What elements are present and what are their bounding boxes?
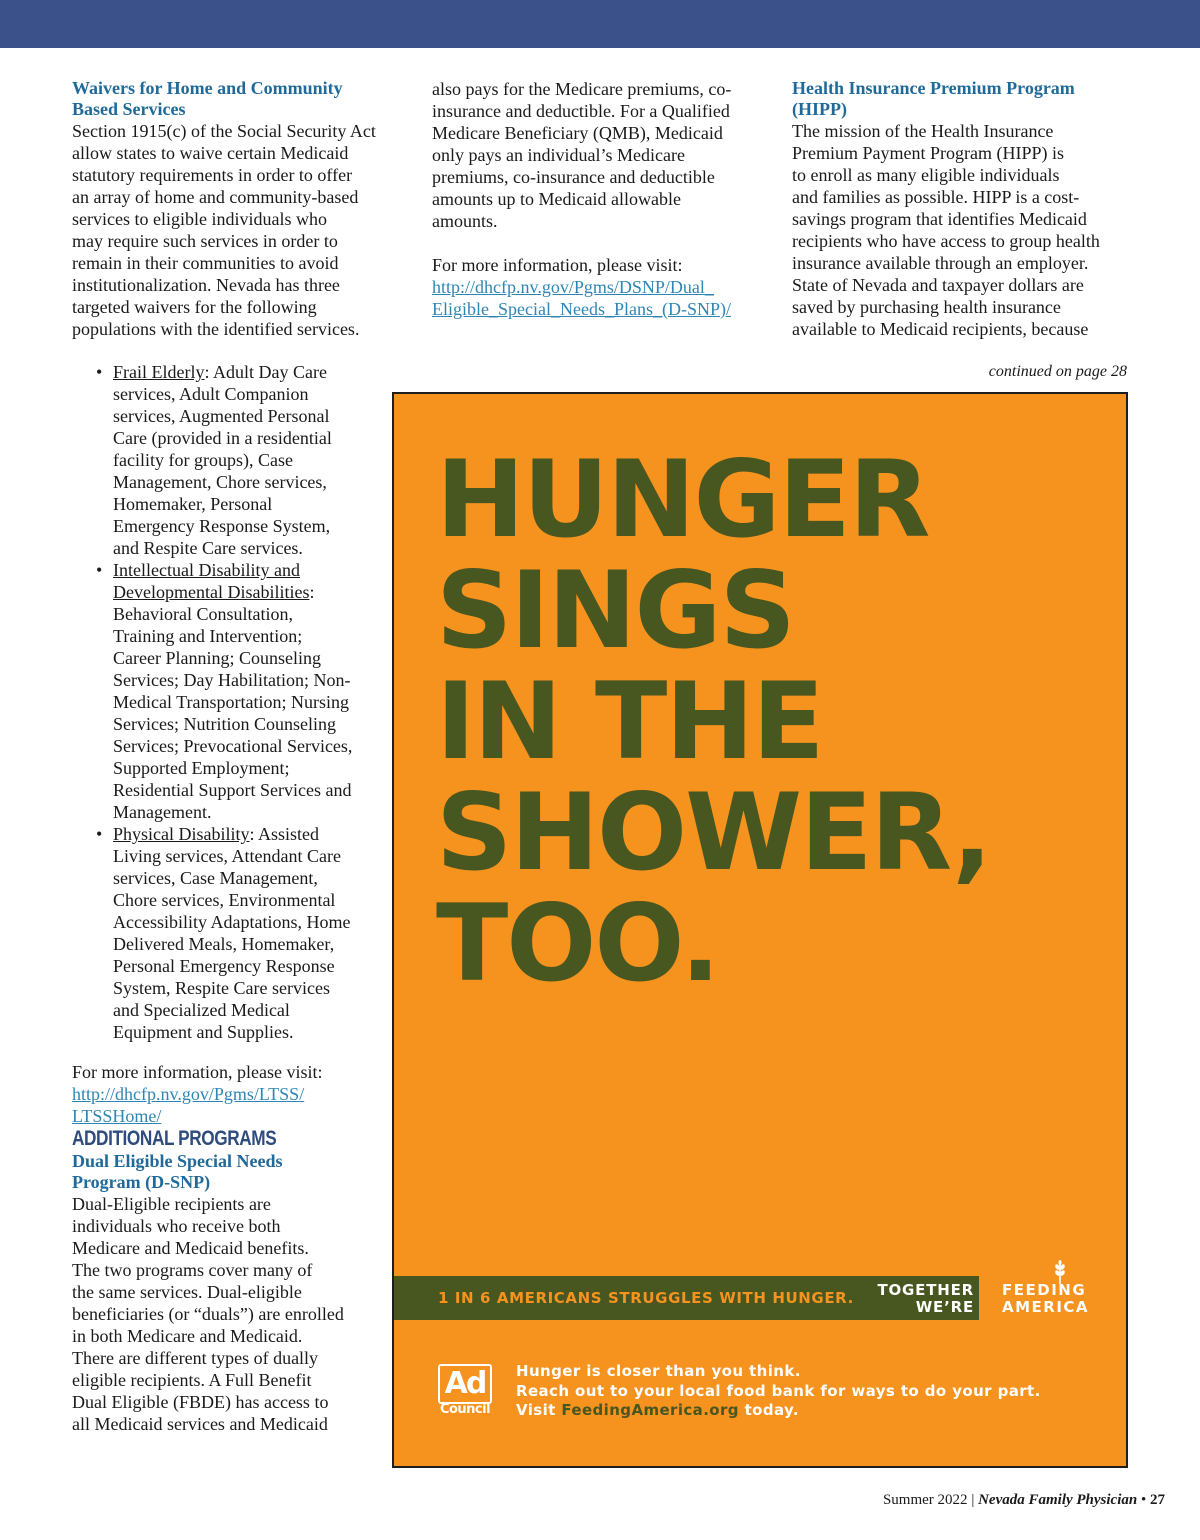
frail-elderly-label: Frail Elderly [113, 362, 205, 382]
dsnp-link[interactable]: http://dhcfp.nv.gov/Pgms/DSNP/Dual_ Eligible_Special_Needs_Plans_(D-SNP)/ [432, 277, 731, 319]
idd-label-line1: Intellectual Disability and [113, 560, 300, 580]
issue-season: Summer 2022 [882, 1492, 968, 1508]
additional-programs-article [72, 1061, 392, 1435]
hipp-body: The mission of the Health Insurance Premium Payment Program (HIPP) is to enroll as many eligible individuals and families as possible. HIPP is a cost- savings program that identifies Medicaid recipients who have access to group health insurance available through an employer. State of Nevada and taxpayer dollars are saved by purchasing health insurance available to Medicaid recipients, because [792, 121, 1100, 339]
section-title: ADDITIONAL PROGRAMS [72, 1127, 277, 1150]
wheat-icon [1054, 1260, 1066, 1284]
magazine-name: Nevada Family Physician [978, 1492, 1138, 1508]
ad-stat-text: 1 IN 6 AMERICANS STRUGGLES WITH HUNGER. [438, 1289, 854, 1307]
ad-stripe [394, 1276, 979, 1320]
waivers-article [72, 78, 407, 340]
list-item: • Intellectual Disability and Developmental Disabilities: Behavioral Consultation, Training and Intervention; Career Planning; Counseling Services; Day Habilitation; Non- Medical Transportation; Nursing Services; Nutrition Counseling Services; Prevocational Services, Supported Employment; Residential Support Services and Management. [72, 559, 392, 823]
waiver-population-list [72, 361, 392, 1043]
ad-call-to-action: Hunger is closer than you think. Reach out to your local food bank for ways to do your part. Visit FeedingAmerica.org today. [516, 1362, 1041, 1419]
ad-headline: HUNGER SINGS IN THE SHOWER, TOO. [436, 438, 991, 1005]
dsnp-heading: Dual Eligible Special Needs Program (D-SNP) [72, 1151, 283, 1192]
dsnp-continued [432, 78, 772, 320]
physical-disability-label: Physical Disability [113, 824, 250, 844]
waivers-body: Section 1915(c) of the Social Security Act allow states to waive certain Medicaid statutory requirements in order to offer an array of home and community-based services to eligible individuals who may require such services in order to remain in their communities to avoid institutionalization. Nevada has three targeted waivers for the following populations with the identified services. [72, 121, 376, 339]
idd-label-line2: Developmental Disabilities [113, 582, 310, 602]
ad-website: FeedingAmerica.org [561, 1401, 739, 1419]
dsnp-continued-body: also pays for the Medicare premiums, co- insurance and deductible. For a Qualified Medicare Beneficiary (QMB), Medicaid only pays an individual’s Medicare premiums, co-insurance and deductible amounts up to Medicaid allowable amounts. [432, 79, 732, 231]
ltss-link[interactable]: http://dhcfp.nv.gov/Pgms/LTSS/ LTSSHome/ [72, 1084, 305, 1126]
continued-note: continued on page 28 [988, 363, 1127, 380]
hipp-article [792, 78, 1137, 340]
ad-council-logo: Ad Council [439, 1366, 491, 1417]
ad-together-text: TOGETHER WE’RE [877, 1281, 974, 1316]
feeding-america-logo: FEEDING AMERICA [1002, 1282, 1112, 1316]
page-footer: Summer 2022 | Nevada Family Physician • 27 [882, 1492, 1165, 1508]
dsnp-body: Dual-Eligible recipients are individuals who receive both Medicare and Medicaid benefits. The two programs cover many of the same services. Dual-eligible beneficiaries (or “duals”) are enrolled in both Medicare and Medicaid. There are different types of dually eligible recipients. A Full Benefit Dual Eligible (FBDE) has access to all Medicaid services and Medicaid [72, 1194, 344, 1434]
feeding-america-ad [392, 392, 1128, 1468]
top-color-band [0, 0, 1200, 48]
hipp-heading: Health Insurance Premium Program (HIPP) [792, 78, 1075, 119]
list-item: • Frail Elderly: Adult Day Care services, Adult Companion services, Augmented Personal Care (provided in a residential facility for groups), Case Management, Chore services, Homemaker, Personal Emergency Response System, and Respite Care services. [72, 361, 392, 559]
ltss-more-info: For more information, please visit: [72, 1062, 323, 1082]
page-number: 27 [1150, 1492, 1165, 1508]
dsnp-more-info: For more information, please visit: [432, 255, 683, 275]
waivers-heading: Waivers for Home and Community Based Services [72, 78, 343, 119]
list-item: • Physical Disability: Assisted Living services, Attendant Care services, Case Management, Chore services, Environmental Accessibility Adaptations, Home Delivered Meals, Homemaker, Personal Emergency Response System, Respite Care services and Specialized Medical Equipment and Supplies. [72, 823, 392, 1043]
